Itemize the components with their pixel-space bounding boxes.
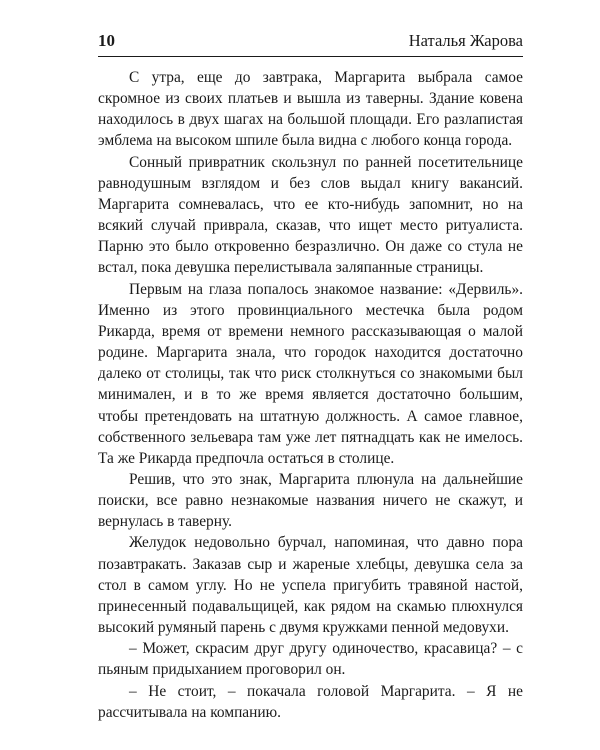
dialogue-line: – Не стоит, – покачала головой Маргарита. – Я не рассчитывала на компанию. <box>98 682 523 721</box>
page-number: 10 <box>98 31 115 50</box>
text-body <box>98 67 523 723</box>
page-header <box>98 30 523 57</box>
paragraph: Сонный привратник скользнул по ранней посетительнице равнодушным взглядом и без слов выдал книгу вакансий. Маргарита сомневалась, что ее кто-нибудь запомнит, но на всякий случай приврала, сказав, что ищет место ритуалиста. Парню это было откровенно безразлично. Он даже со стула не встал, пока девушка перелистывала заляпанные страницы. <box>98 153 523 277</box>
paragraph: Желудок недовольно бурчал, напоминая, что давно пора позавтракать. Заказав сыр и жареные хлебцы, девушка села за стол в самом углу. Но не успела пригубить травяной настой, принесенный подавальщицей, как рядом на скамью плюхнулся высокий румяный парень с двумя кружками пенной медовухи. <box>98 534 523 637</box>
paragraph: Решив, что это знак, Маргарита плюнула на дальнейшие поиски, все равно незнакомые названия ничего не скажут, и вернулась в таверну. <box>98 470 523 531</box>
dialogue-line: – Может, скрасим друг другу одиночество, красавица? – с пьяным придыханием проговорил он. <box>98 640 523 679</box>
paragraph: С утра, еще до завтрака, Маргарита выбрала самое скромное из своих платьев и вышла из таверны. Здание ковена находилось в двух шагах на большой площади. Его разлапистая эмблема на высоком шпиле была видна с любого конца города. <box>98 69 523 150</box>
running-header-author: Наталья Жарова <box>408 31 523 50</box>
paragraph: Первым на глаза попалось знакомое название: «Дервиль». Именно из этого провинциального местечка была родом Рикарда, время от времени немного рассказывающая о малой родине. Маргарита знала, что городок находится достаточно далеко от столицы, так что риск столкнуться со знакомыми был минимален, и в то же время является достаточно большим, чтобы претендовать на штатную должность. А самое главное, собственного зельевара там уже лет пятнадцать как не имелось. Та же Рикарда предпочла остаться в столице. <box>98 280 523 467</box>
